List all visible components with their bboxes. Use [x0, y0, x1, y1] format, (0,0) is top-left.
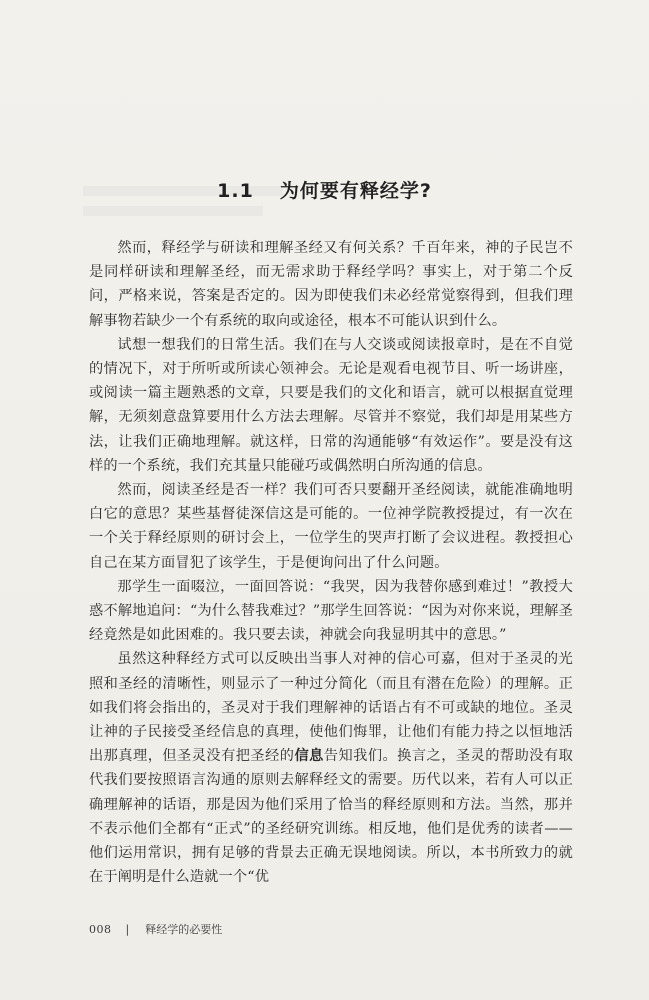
paragraph: 试想一想我们的日常生活。我们在与人交谈或阅读报章时，是在不自觉的情况下，对于所听或所读心领神会。无论是观看电视节目、听一场讲座，或阅读一篇主题熟悉的文章，只要是我们的文化和语言，就可以根据直觉理解，无须刻意盘算要用什么方法去理解。尽管并不察觉，我们却是用某些方法，让我们正确地理解。就这样，日常的沟通能够“有效运作”。要是没有这样的一个系统，我们充其量只能碰巧或偶然明白所沟通的信息。: [89, 336, 573, 474]
section-number: 1.1: [217, 180, 254, 202]
paragraph-text: 告知我们。换言之，圣灵的帮助没有取代我们要按照语言沟通的原则去解释经文的需要。历代以来，若有人可以正确理解神的话语，那是因为他们采用了恰当的释经原则和方法。当然，那并不表示他们全都有“正式”的圣经研究训练。相反地，他们是优秀的读者——他们运用常识，拥有足够的背景去正确无误地阅读。所以，本书所致力的就在于阐明是什么造就一个“优: [89, 748, 573, 886]
paragraph-text: 虽然这种释经方式可以反映出当事人对神的信心可嘉，但对于圣灵的光照和圣经的清晰性，则显示了一种过分简化（而且有潜在危险）的理解。正如我们将会指出的，圣灵对于我们理解神的话语占有不可或缺的地位。圣灵让神的子民接受圣经信息的真理，使他们悔罪，让他们有能力持之以恒地活出那真理，但圣灵没有把圣经的: [89, 651, 573, 765]
section-title: 为何要有释经学?: [279, 180, 432, 202]
paragraph: 然而，释经学与研读和理解圣经又有何关系？千百年来，神的子民岂不是同样研读和理解圣经，而无需求助于释经学吗？事实上，对于第二个反问，严格来说，答案是否定的。因为即使我们未必经常觉察得到，但我们理解事物若缺少一个有系统的取向或途径，根本不可能认识到什么。: [89, 240, 573, 329]
footer-separator: |: [125, 922, 130, 936]
body-text: [89, 236, 573, 889]
running-title: 释经学的必要性: [145, 923, 223, 936]
page-footer: [89, 921, 222, 937]
paragraph: 然而，阅读圣经是否一样？我们可否只要翻开圣经阅读，就能准确地明白它的意思？某些基督徒深信这是可能的。一位神学院教授提过，有一次在一个关于释经原则的研讨会上，一位学生的哭声打断了会议进程。教授担心自己在某方面冒犯了该学生，于是便询问出了什么问题。: [89, 482, 573, 571]
paragraph: [89, 647, 573, 889]
page-number: 008: [89, 922, 112, 936]
paragraph: 那学生一面啜泣，一面回答说：“我哭，因为我替你感到难过！”教授大惑不解地追问：“为什么替我难过？”那学生回答说：“因为对你来说，理解圣经竟然是如此困难的。我只要去读，神就会向我显明其中的意思。”: [89, 578, 573, 644]
bleed-through-mark: [83, 206, 263, 216]
section-heading: [0, 176, 649, 203]
emphasized-word: 信息: [294, 748, 324, 765]
